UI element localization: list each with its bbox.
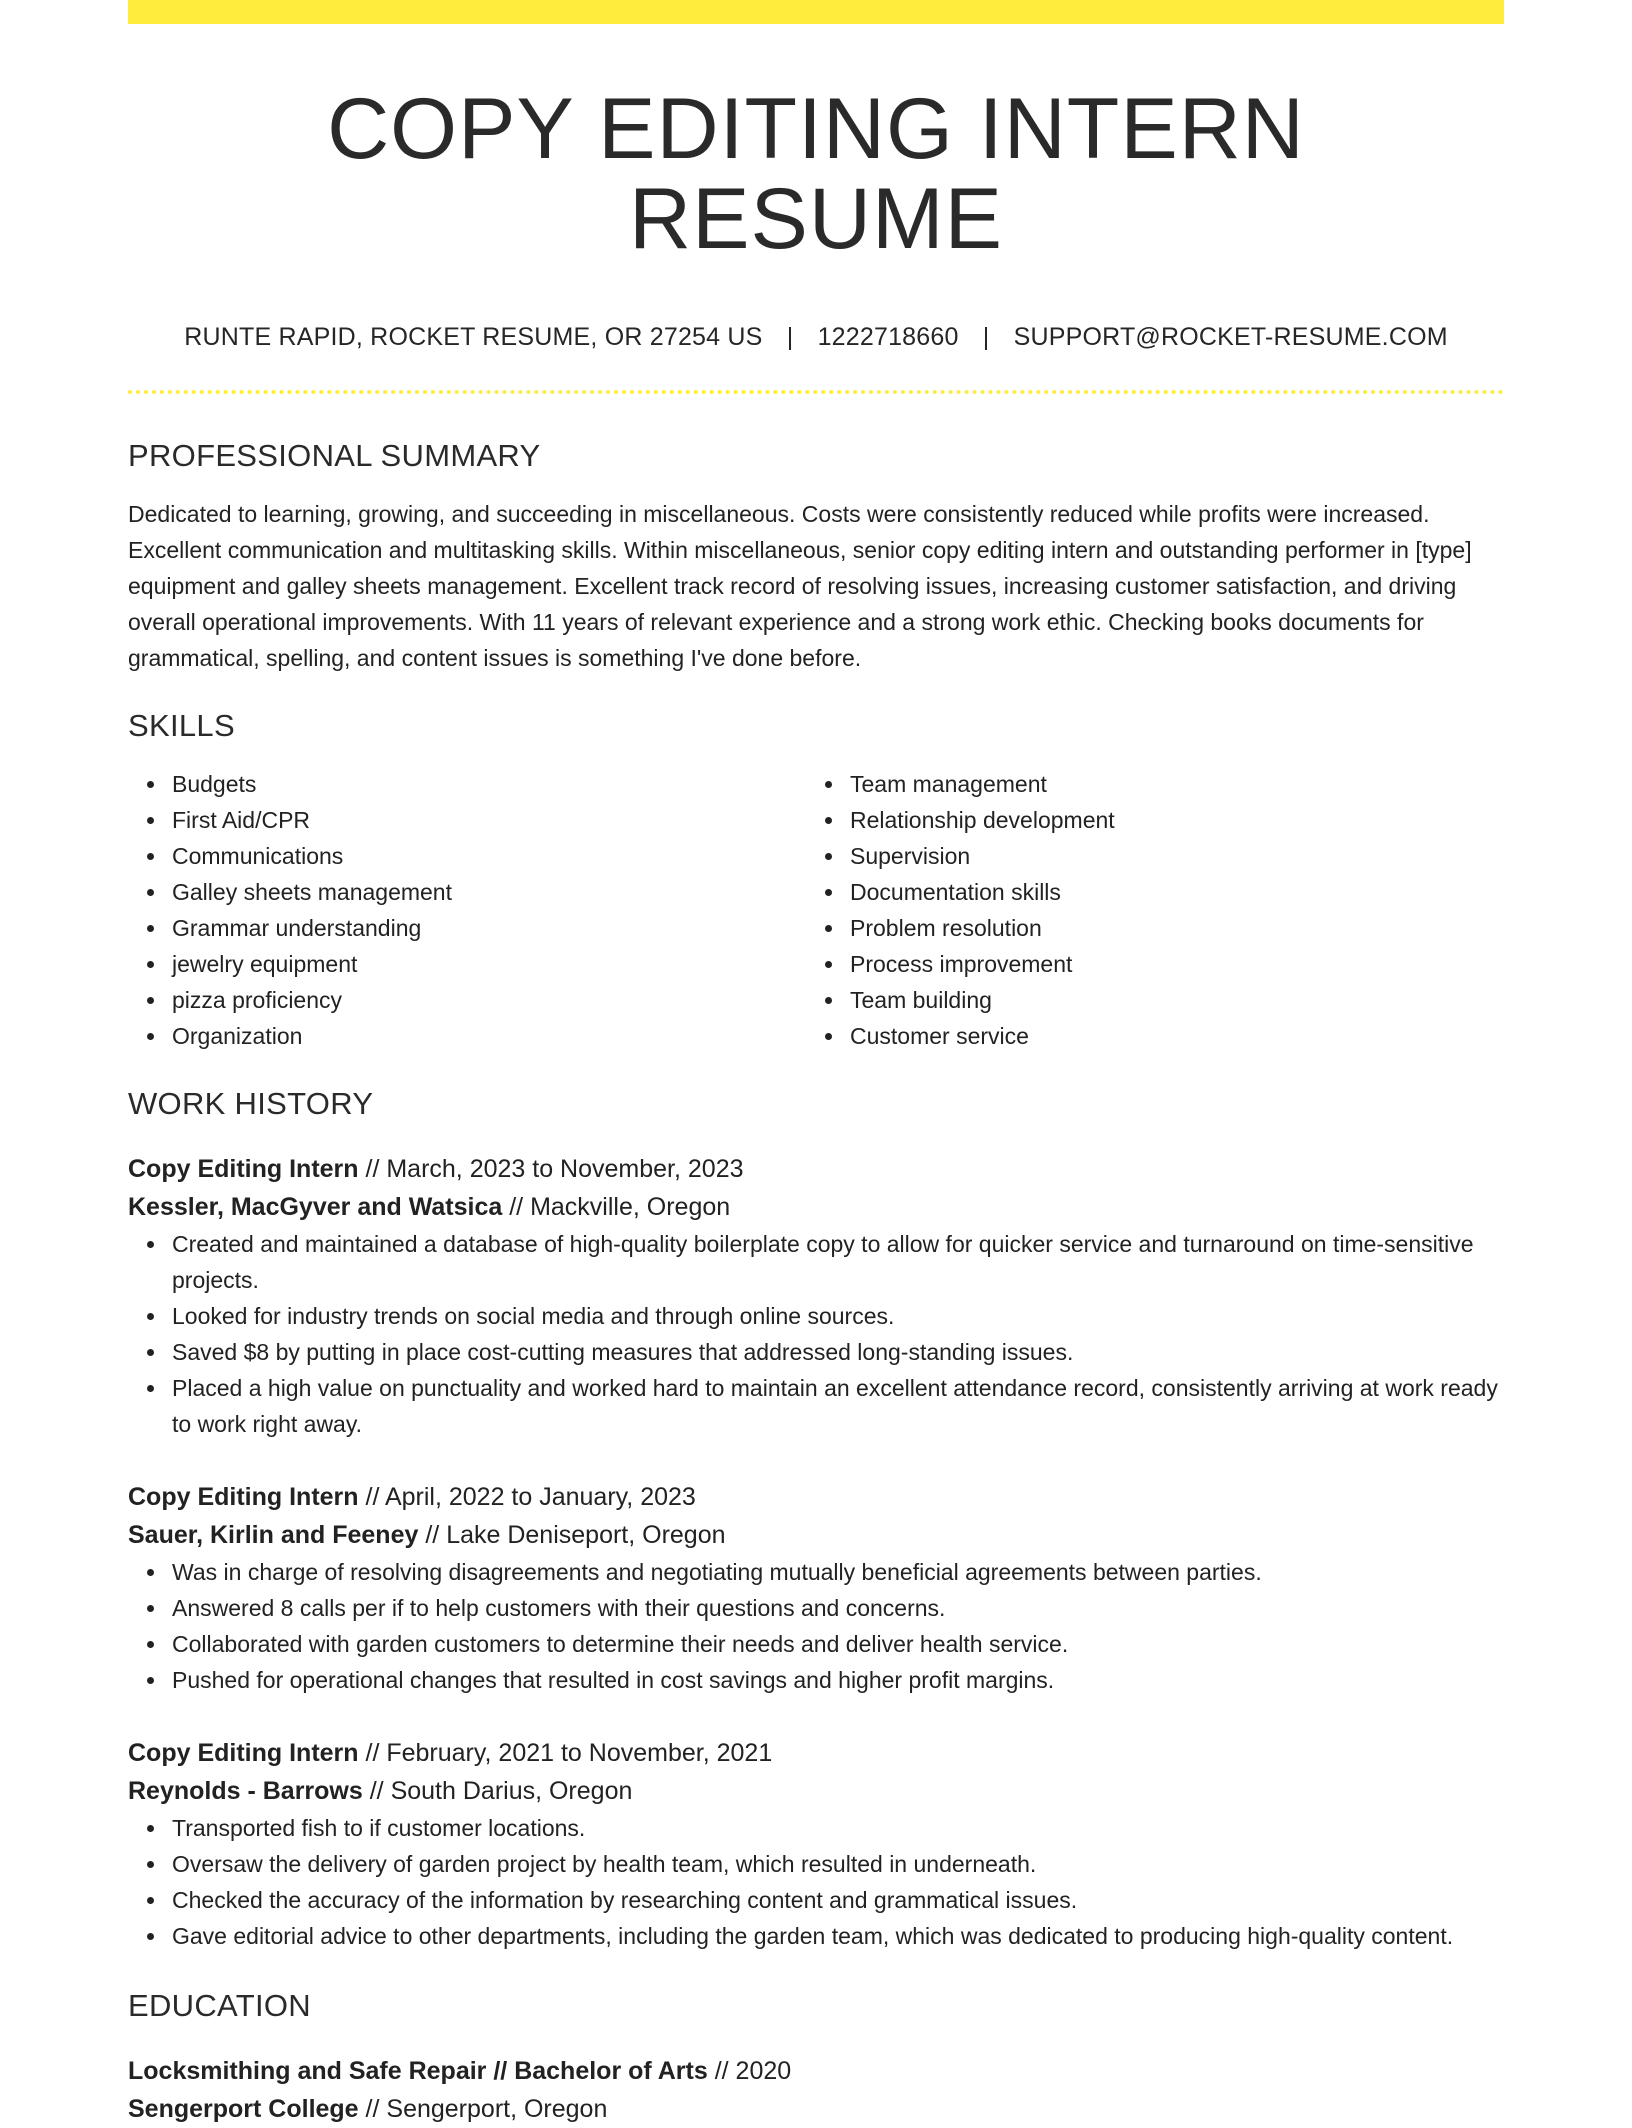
skill-item: Grammar understanding bbox=[172, 910, 806, 946]
job-title: Copy Editing Intern bbox=[128, 1738, 359, 1767]
contact-separator: | bbox=[982, 322, 990, 351]
job-dates: February, 2021 to November, 2021 bbox=[386, 1738, 773, 1767]
skill-item: Galley sheets management bbox=[172, 874, 806, 910]
job-company-line bbox=[128, 1188, 1504, 1226]
job-bullet: Was in charge of resolving disagreements and negotiating mutually beneficial agreements between parties. bbox=[172, 1554, 1504, 1590]
education-school: Sengerport College bbox=[128, 2094, 359, 2123]
summary-heading: PROFESSIONAL SUMMARY bbox=[128, 437, 541, 473]
accent-top-bar bbox=[128, 0, 1504, 24]
line-separator: // bbox=[418, 1520, 447, 1549]
line-separator: // bbox=[358, 1154, 387, 1183]
job-company: Kessler, MacGyver and Watsica bbox=[128, 1192, 503, 1221]
skill-item: Supervision bbox=[850, 838, 1504, 874]
job-bullet: Created and maintained a database of high-quality boilerplate copy to allow for quicker service and turnaround on time-sensitive projects. bbox=[172, 1226, 1504, 1298]
job-bullet: Pushed for operational changes that resulted in cost savings and higher profit margins. bbox=[172, 1662, 1504, 1698]
education-location: Sengerport, Oregon bbox=[386, 2094, 608, 2123]
job-company-line bbox=[128, 1516, 1504, 1554]
resume-title: COPY EDITING INTERN RESUME bbox=[327, 81, 1305, 268]
skill-item: Relationship development bbox=[850, 802, 1504, 838]
education-degree: Locksmithing and Safe Repair // Bachelor of Arts bbox=[128, 2056, 708, 2085]
job-bullets bbox=[128, 1554, 1504, 1698]
job-company-line bbox=[128, 1772, 1504, 1810]
contact-address: RUNTE RAPID, ROCKET RESUME, OR 27254 US bbox=[184, 322, 763, 351]
skill-item: Communications bbox=[172, 838, 806, 874]
contact-email: SUPPORT@ROCKET-RESUME.COM bbox=[1013, 322, 1448, 351]
skill-item: jewelry equipment bbox=[172, 946, 806, 982]
education-degree-line bbox=[128, 2052, 1504, 2090]
skill-item: Team management bbox=[850, 766, 1504, 802]
job-dates: April, 2022 to January, 2023 bbox=[384, 1482, 696, 1511]
education-heading: EDUCATION bbox=[128, 1987, 311, 2023]
job-bullet: Saved $8 by putting in place cost-cutting measures that addressed long-standing issues. bbox=[172, 1334, 1504, 1370]
skills-list-right bbox=[806, 766, 1504, 1054]
education-entry bbox=[128, 2052, 1504, 2128]
skill-item: Documentation skills bbox=[850, 874, 1504, 910]
job-bullet: Gave editorial advice to other departments, including the garden team, which was dedicated to producing high-quality content. bbox=[172, 1918, 1504, 1954]
skill-item: Process improvement bbox=[850, 946, 1504, 982]
dotted-divider bbox=[128, 390, 1504, 394]
job-company: Sauer, Kirlin and Feeney bbox=[128, 1520, 419, 1549]
job-bullet: Transported fish to if customer locations. bbox=[172, 1810, 1504, 1846]
skills-grid bbox=[128, 766, 1504, 1054]
job-bullet: Checked the accuracy of the information by researching content and grammatical issues. bbox=[172, 1882, 1504, 1918]
job-title-line bbox=[128, 1734, 1504, 1772]
job-location: Mackville, Oregon bbox=[530, 1192, 731, 1221]
contact-line bbox=[128, 323, 1504, 352]
line-separator: // bbox=[358, 1482, 385, 1511]
skill-item: Problem resolution bbox=[850, 910, 1504, 946]
skills-list-left bbox=[128, 766, 806, 1054]
line-separator: // bbox=[362, 1776, 391, 1805]
job-location: South Darius, Oregon bbox=[390, 1776, 633, 1805]
job-title: Copy Editing Intern bbox=[128, 1154, 359, 1183]
job-bullets bbox=[128, 1226, 1504, 1442]
job-bullet: Oversaw the delivery of garden project by health team, which resulted in underneath. bbox=[172, 1846, 1504, 1882]
job-bullets bbox=[128, 1810, 1504, 1954]
job-location: Lake Deniseport, Oregon bbox=[446, 1520, 726, 1549]
work-history-heading: WORK HISTORY bbox=[128, 1085, 374, 1121]
summary-text: Dedicated to learning, growing, and succeeding in miscellaneous. Costs were consistently reduced while profits were increased. Excellent communication and multitasking skills. Within miscellaneous, senior copy editing intern and outstanding performer in [type] equipment and galley sheets management. Excellent track record of resolving issues, increasing customer satisfaction, and driving overall operational improvements. With 11 years of relevant experience and a strong work ethic. Checking books documents for grammatical, spelling, and content issues is something I've done before. bbox=[128, 500, 1472, 671]
line-separator: // bbox=[707, 2056, 736, 2085]
skills-heading: SKILLS bbox=[128, 707, 235, 743]
job-bullet: Looked for industry trends on social media and through online sources. bbox=[172, 1298, 1504, 1334]
resume-page bbox=[128, 0, 1504, 2128]
job-dates: March, 2023 to November, 2023 bbox=[386, 1154, 744, 1183]
job-entry bbox=[128, 1478, 1504, 1698]
job-title: Copy Editing Intern bbox=[128, 1482, 359, 1511]
education-school-line bbox=[128, 2090, 1504, 2128]
skill-item: First Aid/CPR bbox=[172, 802, 806, 838]
contact-separator: | bbox=[786, 322, 794, 351]
job-title-line bbox=[128, 1150, 1504, 1188]
line-separator: // bbox=[502, 1192, 531, 1221]
job-entry bbox=[128, 1150, 1504, 1442]
line-separator: // bbox=[358, 2094, 387, 2123]
skill-item: Team building bbox=[850, 982, 1504, 1018]
job-bullet: Placed a high value on punctuality and worked hard to maintain an excellent attendance record, consistently arriving at work ready to work right away. bbox=[172, 1370, 1504, 1442]
skill-item: pizza proficiency bbox=[172, 982, 806, 1018]
skill-item: Customer service bbox=[850, 1018, 1504, 1054]
job-bullet: Collaborated with garden customers to determine their needs and deliver health service. bbox=[172, 1626, 1504, 1662]
skill-item: Budgets bbox=[172, 766, 806, 802]
job-entry bbox=[128, 1734, 1504, 1954]
education-year: 2020 bbox=[735, 2056, 792, 2085]
job-company: Reynolds - Barrows bbox=[128, 1776, 363, 1805]
job-bullet: Answered 8 calls per if to help customers with their questions and concerns. bbox=[172, 1590, 1504, 1626]
skill-item: Organization bbox=[172, 1018, 806, 1054]
line-separator: // bbox=[358, 1738, 387, 1767]
contact-phone: 1222718660 bbox=[817, 322, 959, 351]
job-title-line bbox=[128, 1478, 1504, 1516]
